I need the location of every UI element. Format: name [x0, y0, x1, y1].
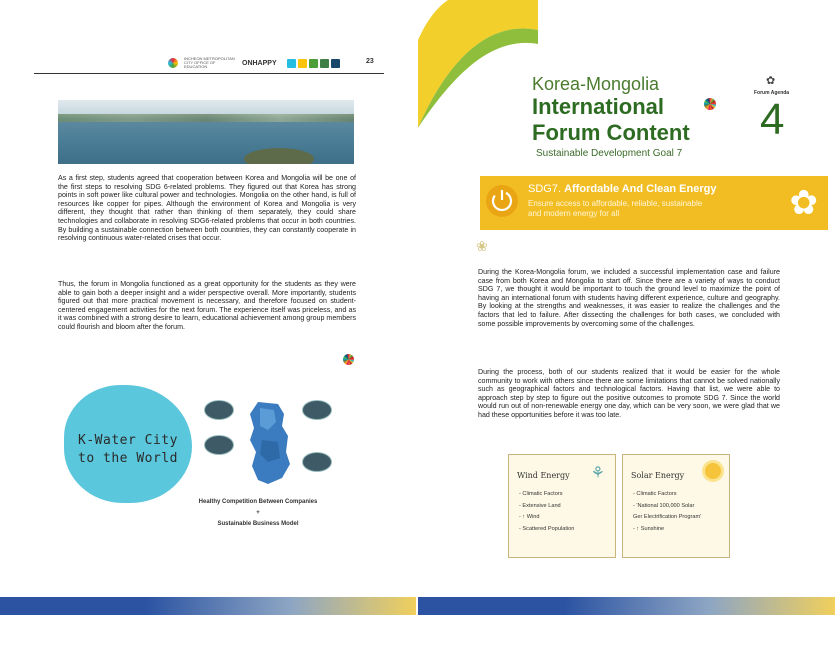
location-thumbnail	[204, 400, 234, 420]
right-paragraph-1: During the Korea-Mongolia forum, we included a successful implementation case and failure case from both Korea and Mongolia to start off. Since there are a variety of ways to conduct SDG 7, we thought it would be important to touch the ground level to maximize the point of having an international forum with students having different experience, culture and geography. By looking at the strengths and weaknesses, it was easier to realize the challenges and the factors that led to failure. After dissecting the challenges for both cases, we concluded with some possible improvements by overcoming some of the challenges.	[478, 268, 780, 328]
sdg7-banner	[480, 176, 828, 230]
header-divider	[34, 73, 384, 74]
title-small: Korea-Mongolia	[532, 74, 660, 94]
header-logos	[168, 56, 340, 70]
page-number: 23	[366, 58, 374, 65]
agenda-number: 4	[760, 95, 785, 144]
sun-icon	[705, 463, 721, 479]
coastline-photo	[58, 100, 354, 164]
page-title: International Forum Content	[532, 94, 690, 145]
banner-description: Ensure access to affordable, reliable, sustainable and modern energy for all	[528, 199, 703, 218]
clover-icon: ✿	[789, 184, 818, 222]
location-thumbnail	[302, 400, 332, 420]
right-paragraph-2: During the process, both of our students realized that it would be easier for the whole community to work with others since there are some limitations that cannot be solved nationally such as geographical factors and technological factors. Having that list, we were able to approach step by step to figure out the positive outcomes to promote SDG 7. Since the world would run out of non-renewable energy one day, which can be very soon, we were glad that we had these opportunities before it was too late.	[478, 368, 780, 419]
location-thumbnail	[204, 435, 234, 455]
left-page	[0, 0, 417, 645]
education-office-logo-icon	[168, 58, 178, 68]
location-thumbnail	[302, 452, 332, 472]
korea-map-icon	[238, 400, 298, 486]
agenda-label: Forum Agenda	[754, 90, 790, 96]
solar-factor-list: - Climatic Factors - 'National 100,000 Solar Ger Electrification Program' - ↑ Sunshine	[633, 491, 702, 532]
solar-energy-card	[622, 454, 730, 558]
sdg-tile-icon	[287, 59, 296, 68]
footer-bar-right	[418, 597, 835, 615]
sdg-tile-icon	[331, 59, 340, 68]
clover-icon: ✿	[766, 75, 776, 87]
onhappy-logo: ONHAPPY	[242, 59, 277, 67]
power-icon	[486, 185, 518, 217]
page-subtitle: Sustainable Development Goal 7	[536, 148, 683, 159]
education-office-logo-text: INCHEON METROPOLITAN CITY OFFICE OF EDUCATION	[184, 56, 235, 69]
yellow-arc-decoration	[418, 0, 538, 130]
kwater-title: K-Water City to the World	[78, 433, 178, 466]
kwater-caption: Healthy Competition Between Companies + Sustainable Business Model	[198, 499, 318, 527]
clover-outline-icon: ❀	[476, 238, 488, 254]
right-page	[418, 0, 835, 645]
sdg-wheel-icon	[704, 98, 716, 110]
left-paragraph-2: Thus, the forum in Mongolia functioned as a great opportunity for the students as they were able to gain both a deeper insight and a wider perspective overall. More importantly, students figured out that more practical movement is necessary, and therefore focused on student-centered engagement activities for the next forum. The experience itself was priceless, and as it was combined with a strong desire to learn, educational achievement among group members could flourish and bloom after the forum.	[58, 280, 356, 331]
wind-turbine-icon: ⚘	[590, 465, 605, 482]
banner-title: SDG7. Affordable And Clean Energy	[528, 183, 717, 195]
sdg-tile-icon	[309, 59, 318, 68]
wind-energy-card	[508, 454, 616, 558]
wind-factor-list: - Climatic Factors - Extensive Land - ↑ Wind - Scattered Population	[519, 491, 575, 532]
sdg-tiles	[287, 59, 340, 68]
left-paragraph-1: As a first step, students agreed that cooperation between Korea and Mongolia will be one of the first steps to resolving SDG 6-related problems. They figured out that Korea has strong points in soft power like cultural power and technologies. Mongolia on the other hand, is full of resources like copper for pipes. Although the environment of Korea and Mongolia is very different, they thought that rather than thinking of them separately, they could share technologies and collaborate in resolving SDG6-related problems that occur in both countries. By building a sustainable connection between both countries, they can constantly cooperate in resolving continuous water-related crises that occur.	[58, 174, 356, 243]
sdg-wheel-icon	[343, 354, 354, 365]
solar-energy-title: Solar Energy	[631, 471, 685, 480]
footer-bar-left	[0, 597, 416, 615]
sdg-tile-icon	[320, 59, 329, 68]
sdg-tile-icon	[298, 59, 307, 68]
wind-energy-title: Wind Energy	[517, 471, 570, 480]
